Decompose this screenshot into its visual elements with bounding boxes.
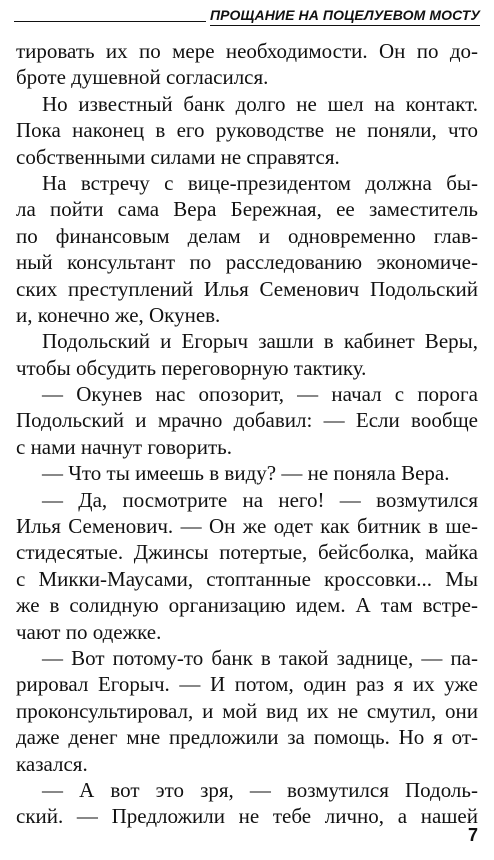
text-line: ских преступлений Илья Семенович Подольский [16, 276, 478, 301]
text-line: же в солидную организацию идем. А там встре- [16, 593, 478, 618]
body-text [16, 38, 478, 830]
text-line: броте душевной согласился. [16, 65, 269, 90]
text-line: Но известный банк долго не шел на контакт. [42, 91, 478, 116]
text-line: даже денег мне предложили за помощь. Но я от- [16, 725, 478, 750]
text-line: Подольский и Егорыч зашли в кабинет Веры, [42, 329, 478, 354]
text-line: проконсультировал, и мой вид их не смутил, они [16, 698, 478, 723]
text-line: — А вот это зря, — возмутился Подоль- [42, 777, 478, 802]
text-line: стидесятые. Джинсы потертые, бейсболка, майка [16, 540, 478, 565]
text-line: с нами начнут говорить. [16, 434, 232, 459]
text-line: ла пойти сама Вера Бережная, ее заместитель [16, 197, 478, 222]
text-line: — Что ты имеешь в виду? — не поняла Вера. [42, 461, 450, 486]
text-line: Подольский и мрачно добавил: — Если вообще [16, 408, 478, 433]
text-line: чтобы обсудить переговорную тактику. [16, 355, 367, 380]
running-header [14, 6, 480, 26]
text-line: Пока наконец в его руководстве не поняли, что [16, 118, 478, 143]
page-number: 7 [467, 825, 478, 845]
text-line: и, конечно же, Окунев. [16, 302, 221, 327]
text-line: тировать их по мере необходимости. Он по до- [16, 39, 478, 63]
header-rule [14, 21, 206, 22]
text-line: ный консультант по расследованию экономиче- [16, 250, 478, 275]
text-line: На встречу с вице-президентом должна бы- [42, 170, 478, 195]
text-line: — Да, посмотрите на него! — возмутился [42, 487, 478, 512]
text-line: чают по одежке. [16, 619, 162, 644]
text-line: ский. — Предложили не тебе лично, а нашей [16, 804, 478, 829]
header-title: ПРОЩАНИЕ НА ПОЦЕЛУЕВОМ МОСТУ [210, 6, 480, 26]
text-line: по финансовым делам и одновременно глав- [16, 223, 478, 248]
text-line: — Окунев нас опозорит, — начал с порога [42, 382, 478, 407]
text-line: — Вот потому-то банк в такой заднице, — па- [42, 645, 478, 670]
text-line: казался. [16, 751, 88, 776]
text-line: Илья Семенович. — Он же одет как битник в ше- [16, 514, 478, 539]
text-line: рировал Егорыч. — И потом, один раз я их уже [16, 672, 478, 697]
text-line: с Микки-Маусами, стоптанные кроссовки... Мы [16, 566, 478, 591]
text-line: собственными силами не справятся. [16, 144, 340, 169]
